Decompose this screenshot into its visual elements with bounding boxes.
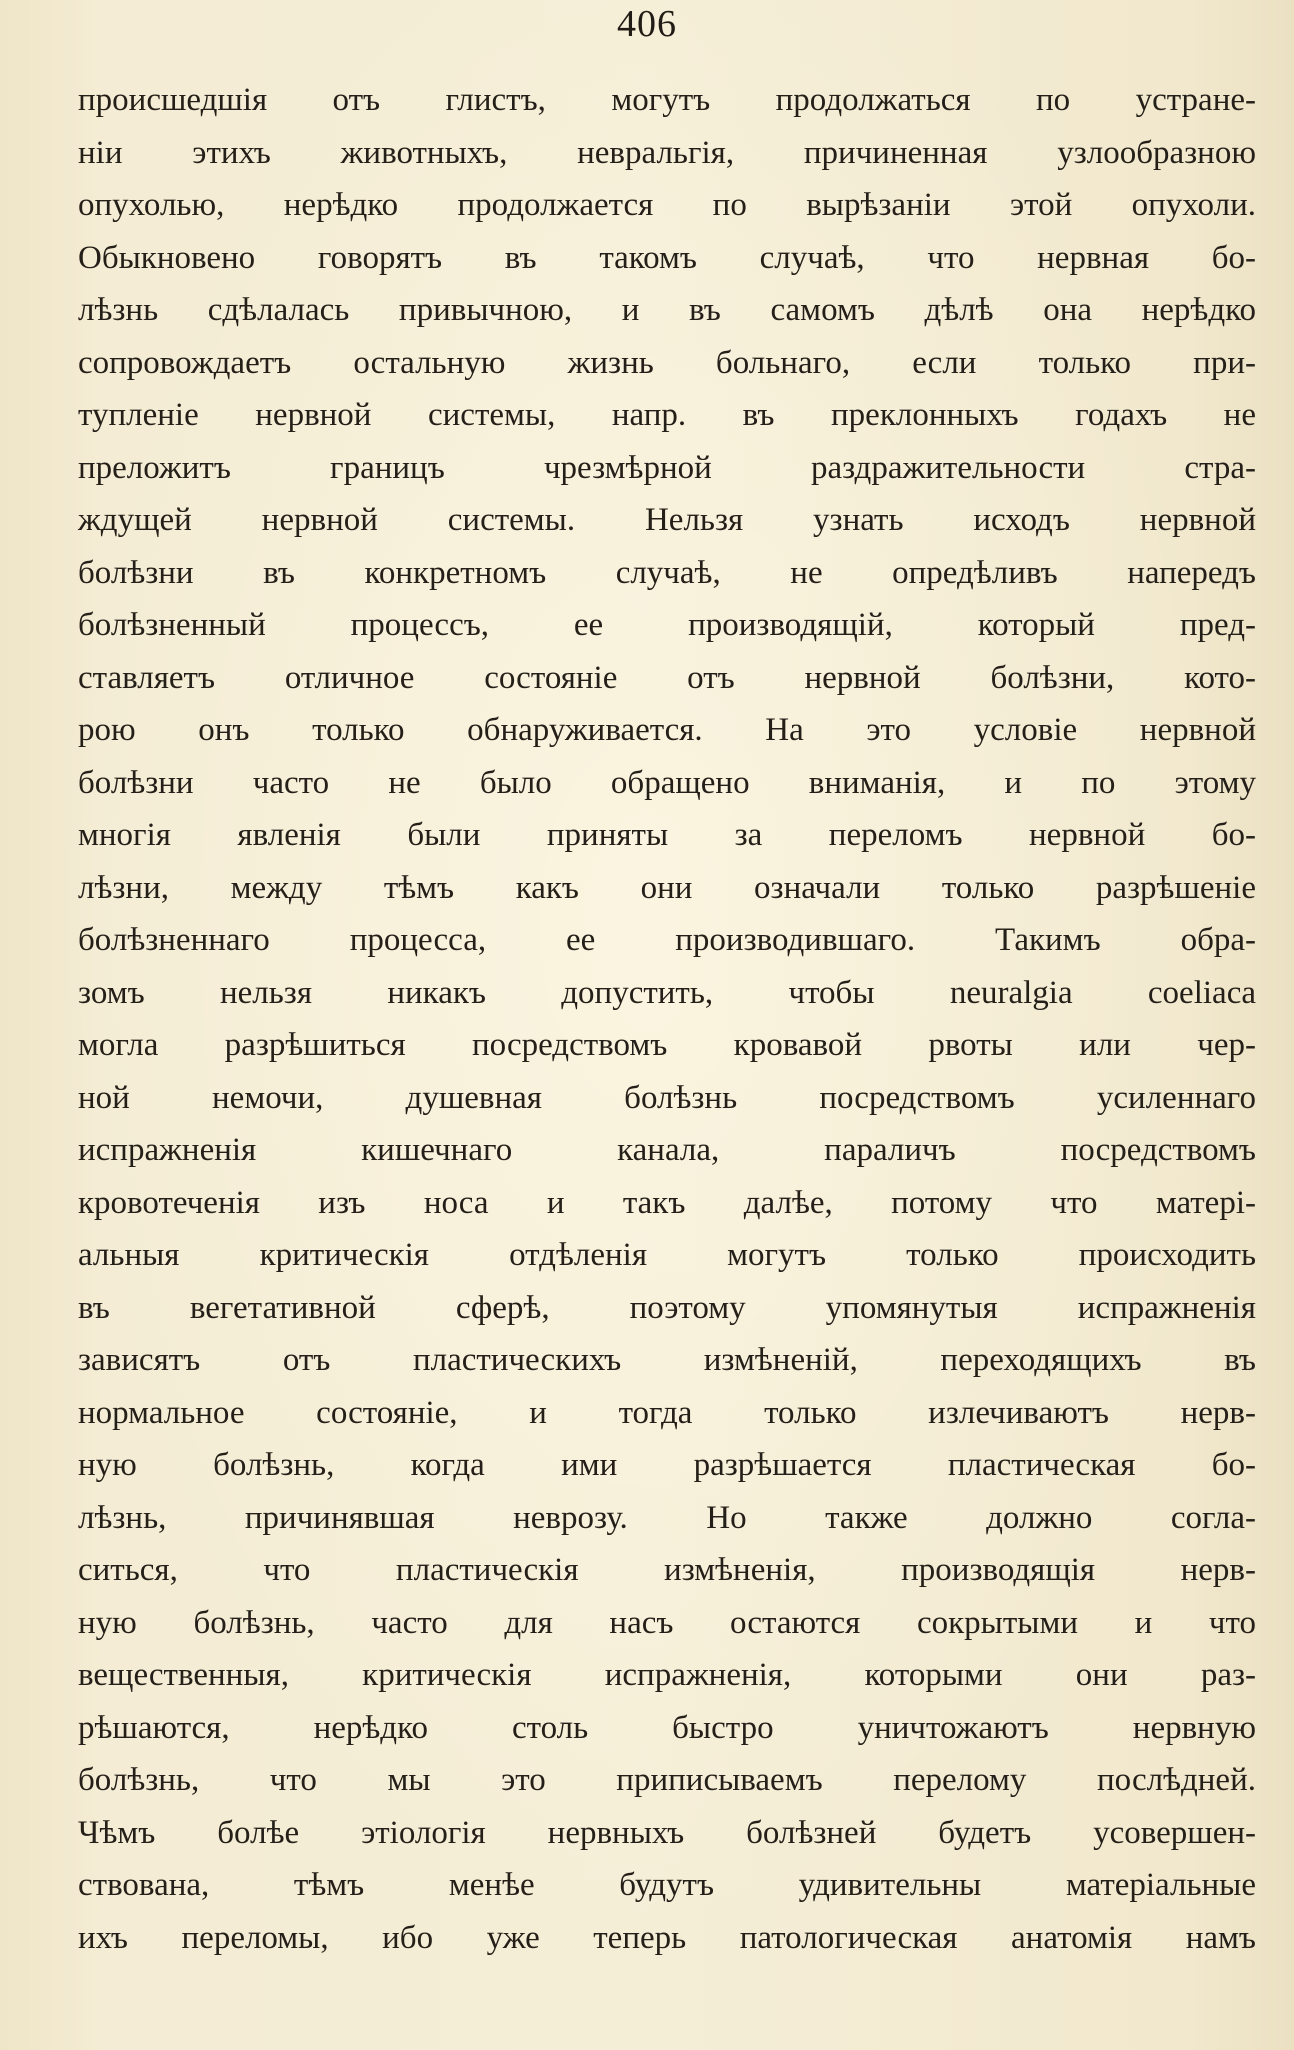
text-line: Обыкновено говорятъ въ такомъ случаѣ, что нервная бо- (78, 239, 1256, 276)
text-line: испражненія кишечнаго канала, параличъ посредствомъ (78, 1132, 1256, 1168)
text-line: ную болѣзнь, часто для насъ остаются сокрытыми и что (78, 1604, 1256, 1641)
text-line: ную болѣзнь, когда ими разрѣшается пластическая бо- (78, 1447, 1256, 1483)
text-line: ихъ переломы, ибо уже теперь патологическая анатомія намъ (78, 1919, 1256, 1956)
body-text (78, 74, 1256, 1964)
text-line: болѣзнь, что мы это приписываемъ перелому послѣдней. (78, 1762, 1256, 1798)
text-line: альныя критическія отдѣленія могутъ только происходить (78, 1237, 1256, 1273)
text-line: ствована, тѣмъ менѣе будутъ удивительны матеріальные (78, 1867, 1256, 1903)
text-line: нормальное состояніе, и тогда только излечиваютъ нерв- (78, 1394, 1256, 1431)
text-line: кровотеченія изъ носа и такъ далѣе, потому что матері- (78, 1184, 1256, 1221)
text-line: ной немочи, душевная болѣзнь посредствомъ усиленнаго (78, 1079, 1256, 1116)
text-line: болѣзни въ конкретномъ случаѣ, не опредѣливъ напередъ (78, 554, 1256, 591)
text-line: рѣшаются, нерѣдко столь быстро уничтожаютъ нервную (78, 1709, 1256, 1746)
text-line: рою онъ только обнаруживается. На это условіе нервной (78, 712, 1256, 748)
text-line: сопровождаетъ остальную жизнь больнаго, если только при- (78, 344, 1256, 381)
text-line: преложитъ границъ чрезмѣрной раздражительности стра- (78, 449, 1256, 486)
text-line: могла разрѣшиться посредствомъ кровавой рвоты или чер- (78, 1027, 1256, 1063)
text-line: вещественныя, критическія испражненія, которыми они раз- (78, 1657, 1256, 1693)
text-line: опухолью, нерѣдко продолжается по вырѣзаніи этой опухоли. (78, 187, 1256, 223)
text-line: тупленіе нервной системы, напр. въ преклонныхъ годахъ не (78, 397, 1256, 433)
text-line: лѣзнь, причинявшая неврозу. Но также должно согла- (78, 1499, 1256, 1536)
text-line: Чѣмъ болѣе этіологія нервныхъ болѣзней будетъ усовершен- (78, 1814, 1256, 1851)
text-line: ставляетъ отличное состояніе отъ нервной болѣзни, кото- (78, 659, 1256, 696)
text-line: въ вегетативной сферѣ, поэтому упомянутыя испражненія (78, 1289, 1256, 1326)
text-line: болѣзненный процессъ, ее производящій, который пред- (78, 607, 1256, 643)
page-number: 406 (617, 3, 677, 45)
text-line: зависятъ отъ пластическихъ измѣненій, переходящихъ въ (78, 1342, 1256, 1378)
text-line: болѣзненнаго процесса, ее производившаго. Такимъ обра- (78, 922, 1256, 958)
text-line: многія явленія были приняты за переломъ нервной бо- (78, 817, 1256, 853)
text-line: происшедшія отъ глистъ, могутъ продолжаться по устране- (78, 82, 1256, 118)
text-line: ждущей нервной системы. Нельзя узнать исходъ нервной (78, 502, 1256, 538)
text-line: зомъ нельзя никакъ допустить, чтобы neuralgia coeliaca (78, 974, 1256, 1011)
text-line: ніи этихъ животныхъ, невральгія, причиненная узлообразною (78, 134, 1256, 171)
text-line: лѣзнь сдѣлалась привычною, и въ самомъ дѣлѣ она нерѣдко (78, 292, 1256, 328)
text-line: лѣзни, между тѣмъ какъ они означали только разрѣшеніе (78, 869, 1256, 906)
text-line: ситься, что пластическія измѣненія, производящія нерв- (78, 1552, 1256, 1588)
text-line: болѣзни часто не было обращено вниманія, и по этому (78, 764, 1256, 801)
